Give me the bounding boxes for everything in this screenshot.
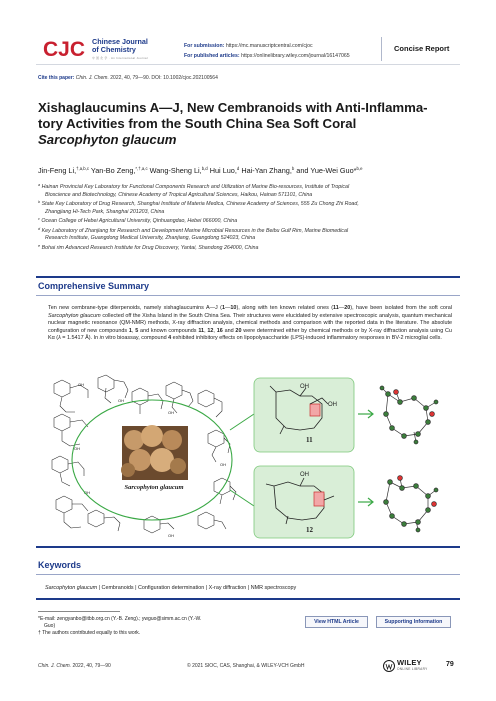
- graphical-abstract: [48, 374, 460, 542]
- compound-12-panel: [254, 466, 354, 538]
- citation-line: [38, 75, 218, 81]
- journal-name: [92, 38, 172, 55]
- journal-tagline: 中 国 化 学 · An International Journal: [92, 56, 148, 60]
- affiliation-mark: c: [38, 217, 40, 221]
- abstract-fragment: 10: [230, 305, 237, 311]
- title-line1: Xishaglaucumins A—J, New Cembranoids with Anti-Inflamma-: [38, 100, 428, 115]
- abstract-fragment: 1: [221, 305, 225, 311]
- affiliation-line: Hainan Provincial Key Laboratory for Functional Components Research and Utilization of Marine Bio-resources, Institute of Tropical: [40, 184, 350, 190]
- keyword[interactable]: NMR spectroscopy: [250, 585, 297, 591]
- abstract-fragment: ), along with ten known related ones (: [236, 305, 334, 311]
- abstract-fragment: were determined either by chemical methods or by X-ray diffraction analysis using Cu Kα (: [48, 327, 452, 342]
- affiliation: [38, 199, 462, 209]
- footer-citation: [38, 663, 111, 669]
- structure-oh-label: OH: [74, 446, 80, 451]
- journal-logo: [43, 37, 89, 59]
- author-affiliation-mark: d: [236, 166, 240, 171]
- supporting-info-button[interactable]: Supporting Information: [376, 616, 451, 628]
- abstract-fragment: 16: [216, 327, 223, 334]
- affiliation: [38, 243, 462, 253]
- keyword[interactable]: Configuration determination: [138, 585, 205, 591]
- coral-photo: [121, 425, 188, 480]
- abstract-fragment: in: [99, 335, 104, 342]
- abstract-fragment: ,: [204, 327, 208, 334]
- journal-name-line2: of Chemistry: [92, 45, 136, 55]
- abstract-fragment: 11: [198, 327, 205, 334]
- affiliation-line: State Key Laboratory of Drug Research, Shanghai Institute of Materia Medica, Chinese Academy of Sciences, 555 Zu Chong Zhi Road,: [40, 201, 359, 207]
- footer-journal: Chin. J. Chem.: [38, 663, 72, 669]
- compound-11-oh2: OH: [328, 402, 337, 408]
- affiliation-mark: e: [38, 243, 41, 248]
- keyword[interactable]: Sarcophyton glaucum: [45, 585, 98, 591]
- author-name: Hui Luo,: [207, 166, 237, 175]
- affiliation-line: Bioscience and Biotechnology, Chinese Academy of Tropical Agricultural Sciences, Haikou, Hainan 571101, China: [45, 191, 313, 198]
- keyword[interactable]: X-ray diffraction: [208, 585, 247, 591]
- abstract-fragment: 12: [207, 327, 214, 334]
- affiliation-line: Key Laboratory of Zhanjiang for Research and Development Marine Microbial Resources in the Beibu Gulf Rim, Marine Biomedical: [40, 227, 349, 234]
- article-type: Concise Report: [394, 44, 450, 53]
- affiliation-list: [38, 182, 462, 252]
- citation-journal: Chin. J. Chem.: [75, 75, 109, 81]
- affiliation: [38, 182, 462, 192]
- abstract-text: [48, 305, 452, 343]
- keywords-list: [45, 585, 296, 591]
- keyword-separator: |: [97, 585, 102, 591]
- abstract-fragment: ,: [213, 327, 217, 334]
- article-title: [38, 100, 458, 147]
- xray-structure-12: [384, 476, 438, 532]
- author-name: Yan-Bo Zeng,: [89, 166, 136, 175]
- keyword-separator: |: [246, 585, 251, 591]
- abstract-fragment: and: [222, 327, 236, 334]
- affiliation: [38, 226, 462, 236]
- journal-header: [0, 0, 496, 64]
- submission-link[interactable]: https://mc.manuscriptcentral.com/cjoc: [225, 43, 313, 49]
- compound-11-label: 11: [306, 436, 313, 444]
- keyword-separator: |: [204, 585, 209, 591]
- correspondence-email: *E-mail: zengyanbo@itbb.org.cn (Y.-B. Zeng).; ywguo@simm.ac.cn (Y.-W.: [38, 616, 202, 622]
- author-name: Hai-Yan Zhang,: [239, 166, 292, 175]
- cjc-logo-icon: [43, 37, 89, 61]
- publisher-subtitle: ONLINE LIBRARY: [397, 667, 428, 671]
- header-rule: [36, 64, 460, 65]
- author-name: Jin-Feng Li,: [38, 166, 77, 175]
- structure-oh-label: OH: [168, 533, 174, 538]
- abstract-fragment: —: [338, 305, 345, 311]
- abstract-fragment: exhibited inhibitory effects on lipopolysaccharide (LPS)-induced inflammatory responses in BV-2 microglial cells.: [171, 335, 442, 342]
- abstract-fragment: Ten new cembrane-type diterpenoids, namely xishaglaucumins A—J (: [48, 305, 222, 311]
- author-name: Wang-Sheng Li,: [147, 166, 202, 175]
- abstract-fragment: and known compounds: [138, 327, 199, 334]
- equal-contribution-note: † The authors contributed equally to this work.: [38, 630, 141, 636]
- journal-name-line1: Chinese Journal: [92, 37, 148, 46]
- compound-12-oh: OH: [300, 472, 309, 478]
- footnotes: [38, 616, 268, 637]
- abstract-fragment: 20: [344, 305, 351, 311]
- affiliation: [38, 216, 462, 226]
- keyword-separator: |: [133, 585, 139, 591]
- submission-label: For submission:: [184, 43, 225, 49]
- abstract-fragment: 4: [168, 335, 172, 342]
- affiliation-line: Research Institute, Guangdong Medical University, Zhanjiang, Guangdong 524023, China: [45, 235, 256, 241]
- correspondence-email-cont: Guo): [44, 623, 56, 629]
- abstract-fragment: —: [224, 305, 231, 311]
- affiliation-line: Bohai rim Advanced Research Institute for Drug Discovery, Yantai, Shandong 264000, China: [40, 244, 259, 251]
- title-line3: Sarcophyton glaucum: [38, 131, 177, 147]
- abstract-fragment: 5: [135, 327, 139, 334]
- submission-info: [184, 42, 350, 61]
- wiley-emblem-icon: [383, 659, 395, 673]
- abstract-fragment: ), have been isolated from the soft coral: [350, 305, 452, 311]
- published-link[interactable]: https://onlinelibrary.wiley.com/journal/16147065: [241, 52, 350, 59]
- citation-label: Cite this paper:: [38, 75, 75, 81]
- keywords-bottom-rule: [36, 598, 460, 600]
- affiliation-line: Ocean College of Hebei Agricultural University, Qinhuangdao, Hebei 066000, China: [39, 218, 238, 224]
- affiliation-mark: d: [38, 226, 41, 231]
- author-affiliation-mark: b,e: [356, 166, 363, 171]
- header-divider: [381, 37, 382, 61]
- author-affiliation-mark: *,†,a,c: [135, 166, 148, 171]
- structure-oh-label: OH: [168, 410, 174, 415]
- keywords-heading: Keywords: [38, 560, 82, 570]
- publisher-logo: [383, 658, 429, 674]
- author-name: and Yue-Wei Guo*: [294, 166, 357, 175]
- structure-oh-label: OH: [118, 398, 124, 403]
- summary-rule: [36, 295, 460, 296]
- logo-text: CJC: [43, 38, 86, 61]
- affiliation-mark: b: [38, 200, 41, 204]
- abstract-fragment: 11: [333, 305, 339, 311]
- compound-11-panel: [254, 378, 354, 452]
- abstract-fragment: 1: [128, 327, 132, 334]
- abstract-fragment: vitro bioassay, compound: [103, 335, 169, 342]
- abstract-fragment: 20: [235, 327, 242, 334]
- compound-12-label: 12: [306, 526, 313, 534]
- author-affiliation-mark: b: [291, 166, 295, 171]
- page-number: 79: [446, 661, 454, 668]
- structure-oh-label: OH: [84, 490, 90, 495]
- arrow-to-11: [230, 414, 254, 430]
- citation-text[interactable]: 2022, 40, 79—90. DOI: 10.1002/cjoc.202100564: [110, 75, 218, 81]
- coral-label: Sarcophyton glaucum: [124, 484, 184, 491]
- abstract-fragment: = 1.5417 Å). In: [60, 335, 100, 342]
- footer-copyright: © 2021 SIOC, CAS, Shanghai, & WILEY-VCH GmbH: [187, 663, 305, 669]
- footer-citation-text: 2022, 40, 79—90: [71, 663, 111, 669]
- publisher-name: WILEY: [397, 658, 422, 667]
- abstract-fragment: Sarcophyton glaucum: [48, 312, 101, 319]
- footnote-rule: [38, 611, 120, 612]
- abstract-fragment: collected off the Xisha Island in the South China Sea. Their structures were elucidated by extensive spectroscopic analysis, quantum mechanical nuclear magnetic resonance (QM-NMR) methods, X-ray diffraction analysis, chemical methods and comparison with the reported data in the literature. The absolute configuration of new compounds: [48, 312, 453, 334]
- structure-oh-label: OH: [78, 382, 84, 387]
- compound-11-oh: OH: [300, 384, 309, 390]
- keyword[interactable]: Cembranoids: [101, 585, 134, 591]
- abstract-fragment: ,: [131, 327, 136, 334]
- xray-structure-11: [380, 386, 438, 444]
- author-affiliation-mark: †,a,b,c: [76, 166, 90, 171]
- author-affiliation-mark: b,d: [201, 166, 208, 171]
- affiliation-line: Zhangjiang Hi-Tech Park, Shanghai 201203, China: [45, 208, 165, 215]
- affiliation-mark: a: [38, 183, 41, 187]
- keywords-rule: [36, 574, 460, 575]
- summary-heading: Comprehensive Summary: [38, 281, 150, 291]
- published-label: For published articles:: [184, 52, 240, 59]
- author-list: [38, 164, 458, 175]
- structure-oh-label: OH: [220, 462, 226, 467]
- view-html-button[interactable]: View HTML Article: [305, 616, 368, 628]
- abstract-fragment: λ: [58, 335, 61, 342]
- title-line2: tory Activities from the South China Sea Soft Coral: [38, 115, 357, 131]
- graphical-abstract-svg: [48, 374, 460, 542]
